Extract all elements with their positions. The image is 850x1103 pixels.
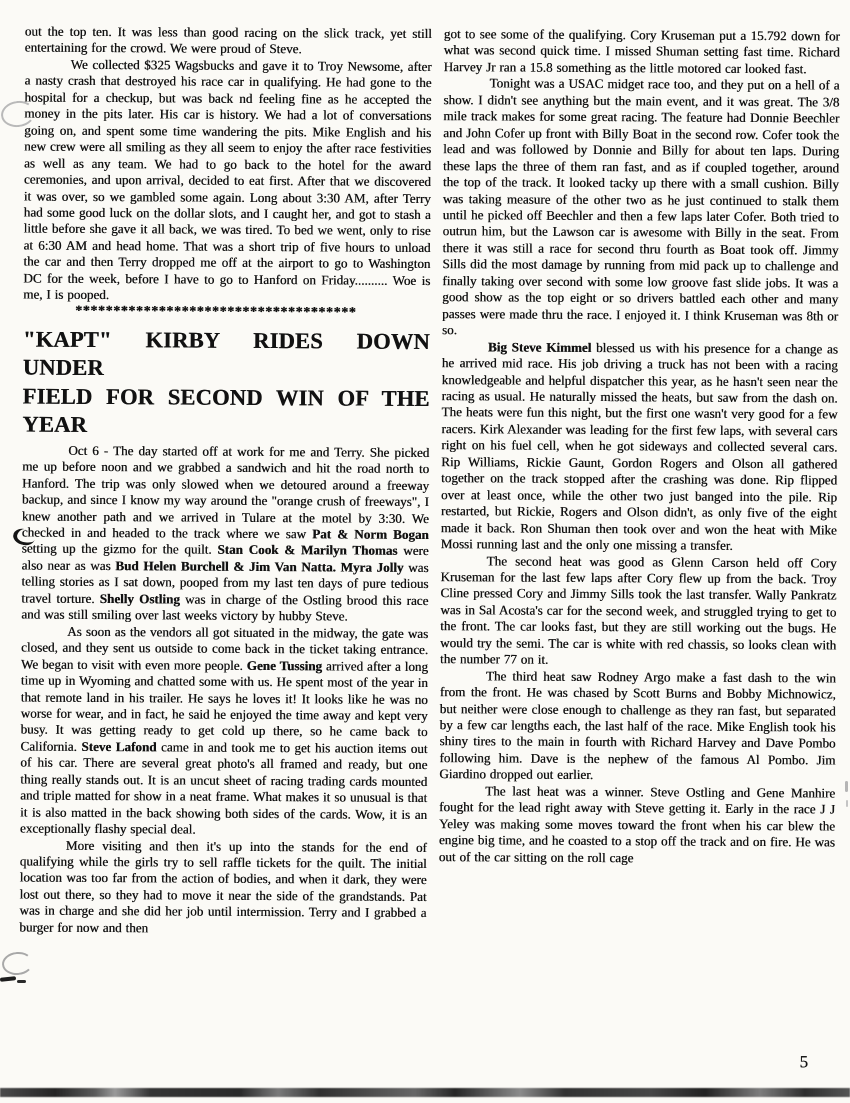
headline-line: "KAPT" KIRBY RIDES DOWN UNDER — [22, 326, 430, 381]
scan-artifact-edge-mark — [845, 781, 848, 792]
bold-name: Gene Tussing — [246, 657, 323, 673]
paragraph: We collected $325 Wagsbucks and gave it to Troy Newsome, after a nasty crash that destroyed his race car in qualifying. He had gone to the hospital for a checkup, but was back nd feeling fine as he accepted the money in the pits later. His car is history. We had a lot of conversations going on, and spent some time wandering the pits. Mike English and his new crew were all smiling as they all seem to enjoy the after race festivities as well as any team. We had to go back to the hotel for the award ceremonies, and upon arrival, decided to eat first. After that we discovered it was over, so we gambled some again. Long about 3:30 AM, after Terry had some good luck on the dollar slots, and I caught her, and got to stash a little before she gave it all back, we was tired. To bed we went, only to rise at 6:30 AM and head home. That was a short trip of five hours to unload the car and then Terry dropped me off at the airport to go to Washington DC for the week, before I have to go to Hanford on Friday.......... Woe is me, I is pooped. — [23, 56, 432, 303]
paragraph: Tonight was a USAC midget race too, and they put on a hell of a show. I didn't see anything but the main event, and it was great. The 3/8 mile track makes for some great racing. The feature had Donnie Beechler and John Cofer up front with Billy Boat in the second row. Cofer took the lead and was followed by Donnie and Billy for about ten laps. During these laps the three of them ran fast, and as if coupled together, around the top of the track. It looked tacky up there with a small cushion. Billy was taking measure of the other two as he just continued to stalk them until he picked off Beechler and then a few laps later Cofer. Both tried to outrun him, but the Lawson car is awesome with Billy in the seat. From there it was still a race for second thru fourth as Boat took off. Jimmy Sills did the most damage by running from mid pack up to challenge and finally taking over second with some low groove fast slide jobs. It was a good show as the top eight or so drivers battled each other and many passes were made thru the race. I enjoyed it. I think Kruseman was 8th or so. — [441, 75, 840, 338]
bold-name: Big Steve Kimmel — [487, 338, 592, 355]
bold-name: Shelly Ostling — [99, 590, 180, 607]
paragraph: The last heat was a winner. Steve Ostling and Gene Manhire fought for the lead right away with Steve getting it. Early in the race J J Yeley was making some moves toward the front when his car blew the engine big time, and he coasted to a stop off the track and on fire. He was out of the car sitting on the roll cage — [438, 783, 836, 865]
paragraph: The third heat saw Rodney Argo make a fast dash to the win from the front. He was chased by Scott Burns and Bobby Michnowicz, but neither were close enough to challenge as they ran fast, but separated by a few car lengths each, the last half of the race. Mike English took his shiny tires to the main in fourth with Richard Harvey and Dave Pombo following him. Dave is the nephew of the famous Al Pombo. Jim Giardino dropped out earlier. — [439, 668, 836, 783]
paragraph: got to see some of the qualifying. Cory Kruseman put a 15.792 down for what was second quick time. I missed Shuman setting fast time. Richard Harvey Jr ran a 15.8 something as the little motored car looked fast. — [443, 26, 840, 77]
headline-line: FIELD FOR SECOND WIN OF THE YEAR — [22, 383, 430, 438]
separator-stars: ************************************* — [75, 303, 357, 321]
bold-name: Pat & Norm Bogan — [312, 526, 429, 542]
left-column — [19, 24, 432, 939]
article-headline — [22, 325, 430, 441]
bold-name: Bud Helen Burchell & Jim Van Natta. — [115, 557, 336, 575]
paragraph: out the top ten. It was less than good racing on the slick track, yet still entertaining for the crowd. We were proud of Steve. — [24, 23, 432, 57]
scan-artifact-ink-mark — [17, 980, 26, 983]
bold-name: Stan Cook & Marilyn Thomas — [217, 542, 398, 559]
paragraph: Big Steve Kimmel blessed us with his presence for a change as he arrived mid race. His job driving a truck has not been with a racing knowledgeable and helpful dispatcher this year, as he hasn't seen near the racing as usual. He naturally missed the heats, but saw from the dash on. The heats were fun this night, but the first one wasn't very good for a few racers. Kirk Alexander was leading for the first few laps, with several cars right on his fuel cell, when he got sideways and collected several cars. Rip Williams, Rickie Gaunt, Gordon Rogers and Olson all gathered together on the track stopped after the crashing was done. Rip flipped over at least once, while the other two just banged into the pile. Rip restarted, but Rickie, Rogers and Olson didn't, as only five of the eight made it back. Ron Shuman then took over and won the heat with Mike Mossi running last and the only one missing a transfer. — [440, 338, 838, 553]
page-number: 5 — [799, 1052, 809, 1072]
paragraph: More visiting and then it's up into the stands for the end of qualifying while the girls try to sell raffle tickets for the quilt. The initial location was too far from the action of bodies, and when it dark, they were lost out there, so they had to move it near the side of the grandstands. Pat was in charge and she did her job until intermission. Terry and I grabbed a burger for now and then — [19, 837, 427, 936]
bold-name: Myra Jolly — [340, 559, 404, 575]
scan-edge-band — [0, 1088, 850, 1097]
paragraph: The second heat was good as Glenn Carson held off Cory Kruseman for the last few laps after Cory flew up from the back. Troy Cline pressed Cory and Jimmy Sills took the last transfer. Wally Pankratz was in Sal Acosta's car for the second week, and struggled trying to get to the front. The car looks fast, but they are still working out the bugs. He would try the semi. The car is white with red chassis, so looks clean with the number 77 on it. — [439, 552, 837, 667]
right-column — [439, 26, 840, 868]
paragraph: As soon as the vendors all got situated in the midway, the gate was closed, and they sent us outside to come back in the ticket taking entrance. We began to visit with even more people. Gene Tussing arrived after a long time up in Wyoming and chatted some with us. He spent most of the year in that remote land in his trailer. He says he loves it! It looks like he was no worse for wear, and in fact, he said he enjoyed the time away and kept very busy. It was getting ready to get cold up there, so he came back to California. Steve Lafond came in and took me to get his auction items out of his car. There are several great photo's all framed and ready, but one thing really stands out. It is an uncut sheet of racing trading cards mounted and triple matted for show in a neat frame. What makes it so unusual is that it is also matted in the back showing both sides of the cards. Wow, it is an exceptionally flashy special deal. — [19, 623, 429, 837]
scan-artifact-edge-mark — [846, 800, 848, 807]
paragraph: Oct 6 - The day started off at work for me and Terry. She picked me up before noon and we grabbed a sandwich and hit the road north to Hanford. The trip was only slowed when we detoured around a freeway backup, and since I know my way around the "orange crush of freeways", I knew another path and we arrived in Tulare at the motel by 3:30. We checked in and headed to the track where we saw Pat & Norm Bogan setting up the gizmo for the quilt. Stan Cook & Marilyn Thomas were also near as was Bud Helen Burchell & Jim Van Natta. Myra Jolly was telling stories as I sat down, pooped from my last ten days of pure tedious travel torture. Shelly Ostling was in charge of the Ostling brood this race and was still smiling over last weeks victory by hubby Steve. — [21, 442, 430, 624]
bold-name: Steve Lafond — [81, 738, 157, 755]
